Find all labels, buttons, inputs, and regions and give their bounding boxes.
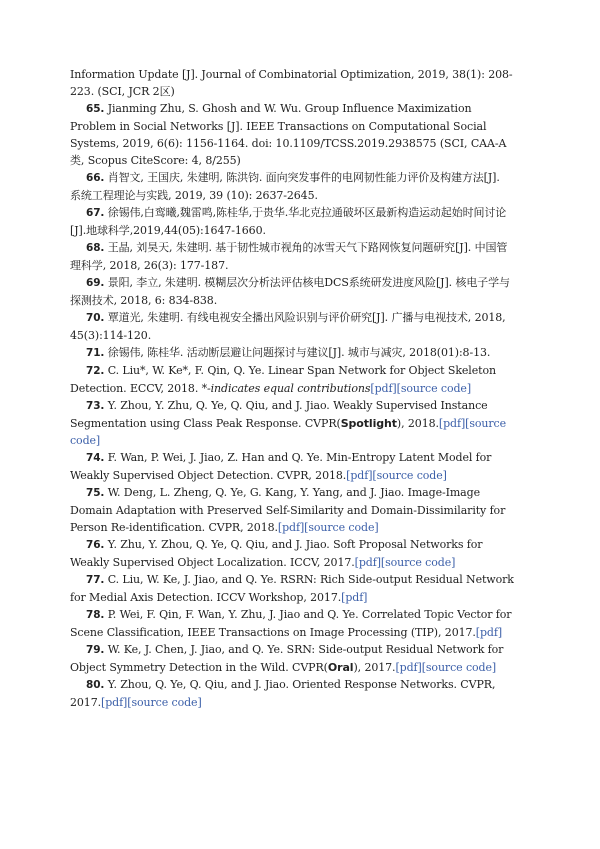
reference-text: W. Deng, L. Zheng, Q. Ye, G. Kang, Y. Yang, and J. Jiao. Image-Image Domain Adaptation with Preserved Self-Similarity and Domain-Dissimilarity for Person Re-identification. CVPR, 2018. [70,486,506,534]
source-code-link[interactable]: [source code] [396,382,472,395]
pdf-link[interactable]: [pdf] [346,469,373,482]
oral-label: Oral [327,661,354,674]
pdf-link[interactable]: [pdf] [354,556,381,569]
reference-text: C. Liu, W. Ke, J. Jiao, and Q. Ye. RSRN: Rich Side-output Residual Network for Medial Axis Detection. ICCV Workshop, 2017. [70,573,514,604]
reference-number: 72. [86,365,105,377]
equal-contribution-note: *-indicates equal contributions [201,382,371,395]
pdf-link[interactable]: [pdf] [438,417,466,430]
reference-number: 66. [86,172,105,184]
reference-number: 74. [86,452,105,464]
source-code-link[interactable]: [source code] [421,661,497,674]
reference-item [70,571,514,606]
pdf-link[interactable]: [pdf] [475,626,503,639]
reference-number: 79. [86,644,105,656]
reference-number: 76. [86,539,105,551]
reference-text: Information Update [J]. Journal of Combinatorial Optimization, 2019, 38(1): 208-223. (SCI, JCR 2区) [70,68,513,98]
reference-text: 徐锡伟, 陈桂华. 活动断层避让问题探讨与建议[J]. 城市与减灾, 2018(01):8-13. [104,346,491,359]
source-code-link[interactable]: [source code] [380,556,456,569]
reference-number: 67. [86,207,105,219]
reference-item [70,641,514,676]
reference-text: Y. Zhu, Y. Zhou, Q. Ye, Q. Qiu, and J. Jiao. Soft Proposal Networks for Weakly Supervised Object Localization. ICCV, 2017. [70,538,483,569]
source-code-link[interactable]: [source code] [70,417,507,447]
reference-text: F. Wan, P. Wei, J. Jiao, Z. Han and Q. Ye. Min-Entropy Latent Model for Weakly Supervised Object Detection. CVPR, 2018. [70,451,492,482]
reference-text: 肖智文, 王国庆, 朱建明, 陈洪钧. 面向突发事件的电网韧性能力评价及构建方法[J]. 系统工程理论与实践, 2019, 39 (10): 2637-2645. [70,171,500,202]
pdf-link[interactable]: [pdf] [395,661,422,674]
reference-number: 65. [86,103,105,115]
reference-item [70,239,514,274]
reference-text-tail: ), 2017. [353,661,396,674]
reference-item [70,169,514,204]
source-code-link[interactable]: [source code] [304,521,379,534]
reference-item [70,362,514,397]
reference-text: 景阳, 李立, 朱建明. 模糊层次分析法评估核电DCS系统研发进度风险[J]. 核电子学与探测技术, 2018, 6: 834-838. [70,276,510,307]
reference-text: 王晶, 刘昊天, 朱建明. 基于韧性城市视角的冰雪天气下路网恢复问题研究[J]. 中国管理科学, 2018, 26(3): 177-187. [70,241,508,272]
reference-text: P. Wei, F. Qin, F. Wan, Y. Zhu, J. Jiao and Q. Ye. Correlated Topic Vector for Scene Classification, IEEE Transactions on Image Processing (TIP), 2017. [70,608,512,639]
reference-text: Y. Zhou, Y. Zhu, Q. Ye, Q. Qiu, and J. Jiao. Weakly Supervised Instance Segmentation using Class Peak Response. CVPR( [70,399,488,430]
pdf-link[interactable]: [pdf] [101,696,128,709]
reference-text-tail: ), 2018. [396,417,439,430]
reference-text: 徐锡伟,白鸾曦,魏雷鸣,陈桂华,于贵华.华北克拉通破坏区最新构造运动起始时间讨论[J].地球科学,2019,44(05):1647-1660. [70,206,507,237]
reference-text: Y. Zhou, Q. Ye, Q. Qiu, and J. Jiao. Oriented Response Networks. CVPR, 2017. [70,678,496,709]
reference-item [70,274,514,309]
reference-item [70,344,514,362]
spotlight-label: Spotlight [340,417,397,430]
reference-text: Jianming Zhu, S. Ghosh and W. Wu. Group Influence Maximization Problem in Social Networks [J]. IEEE Transactions on Computational Social Systems, 2019, 6(6): 1156-1164. doi: 10.1109/TCSS.2019.2938575 (SCI, CAA-A 类, Scopus CiteScore: 4, 8/255) [70,102,507,167]
reference-item [70,309,514,344]
reference-number: 71. [86,347,105,359]
reference-item [70,66,514,100]
pdf-link[interactable]: [pdf] [341,591,368,604]
reference-list [70,66,514,711]
reference-number: 80. [86,679,105,691]
reference-number: 73. [86,400,105,412]
reference-number: 70. [86,312,105,324]
reference-number: 78. [86,609,105,621]
reference-item [70,536,514,571]
reference-item [70,449,514,484]
reference-item [70,397,514,449]
pdf-link[interactable]: [pdf] [370,382,397,395]
reference-item [70,484,514,536]
reference-number: 77. [86,574,105,586]
reference-text: C. Liu*, W. Ke*, F. Qin, Q. Ye. Linear Span Network for Object Skeleton Detection. ECCV, 2018. [70,364,496,395]
reference-number: 69. [86,277,105,289]
source-code-link[interactable]: [source code] [372,469,447,482]
reference-item [70,606,514,641]
reference-number: 68. [86,242,105,254]
reference-item [70,676,514,711]
reference-item [70,204,514,239]
source-code-link[interactable]: [source code] [127,696,202,709]
pdf-link[interactable]: [pdf] [277,521,305,534]
reference-text: 覃道光, 朱建明. 有线电视安全播出风险识别与评价研究[J]. 广播与电视技术, 2018, 45(3):114-120. [70,311,506,342]
reference-item [70,100,514,169]
reference-text: W. Ke, J. Chen, J. Jiao, and Q. Ye. SRN: Side-output Residual Network for Object Symmetry Detection in the Wild. CVPR( [70,643,504,674]
reference-number: 75. [86,487,105,499]
